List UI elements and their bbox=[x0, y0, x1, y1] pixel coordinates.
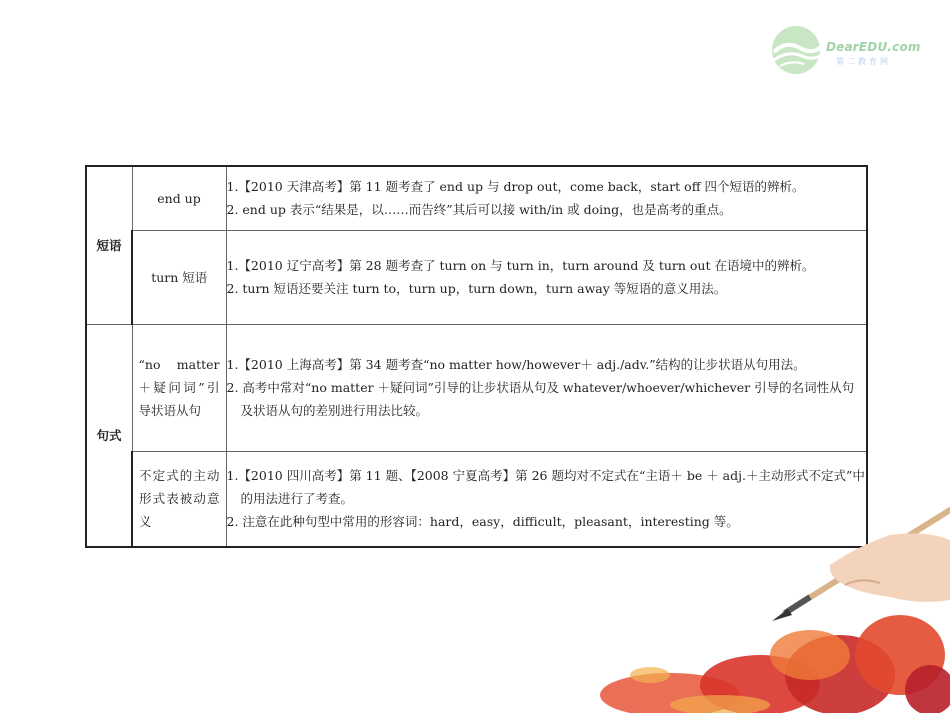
item-label: end up bbox=[132, 166, 226, 230]
desc-line: 1.【2010 上海高考】第 34 题考查“no matter how/however＋ adj./adv.”结构的让步状语从句用法。 bbox=[226, 357, 806, 372]
category-phrases: 短语 bbox=[86, 166, 132, 324]
desc-line: 2. 高考中常对“no matter ＋疑问词”引导的让步状语从句及 whatever/whoever/whichever 引导的名词性从句及状语从句的差别进行用法比较。 bbox=[226, 380, 855, 418]
item-description bbox=[226, 324, 867, 451]
item-label: “no matter ＋疑问词”引导状语从句 bbox=[132, 324, 226, 451]
site-logo bbox=[766, 22, 936, 82]
table-row bbox=[86, 324, 867, 451]
desc-line: 1.【2010 四川高考】第 11 题、【2008 宁夏高考】第 26 题均对不定式在“主语＋ be ＋ adj.＋主动形式不定式”中的用法进行了考查。 bbox=[226, 468, 865, 507]
desc-line: 1.【2010 天津高考】第 11 题考查了 end up 与 drop out，come back，start off 四个短语的辨析。 bbox=[226, 179, 805, 195]
category-sentence-patterns: 句式 bbox=[86, 324, 132, 547]
desc-line: 2. 注意在此种句型中常用的形容词：hard，easy，difficult，pleasant，interesting 等。 bbox=[226, 514, 739, 530]
desc-line: 2. end up 表示“结果是，以……而告终”其后可以接 with/in 或 doing，也是高考的重点。 bbox=[226, 202, 732, 218]
desc-line: 2. turn 短语还要关注 turn to，turn up，turn down，turn away 等短语的意义用法。 bbox=[226, 281, 727, 296]
table-row bbox=[86, 166, 867, 230]
item-label: 不定式的主动形式表被动意义 bbox=[132, 451, 226, 547]
table-row bbox=[86, 230, 867, 324]
item-description bbox=[226, 166, 867, 230]
item-description bbox=[226, 230, 867, 324]
item-label: turn 短语 bbox=[132, 230, 226, 324]
logo-brand: DearEDU.com bbox=[826, 40, 921, 54]
paint-brush-decoration-icon bbox=[560, 505, 950, 713]
exam-points-table bbox=[85, 165, 868, 548]
logo-subtitle: 第二教育网 bbox=[836, 57, 891, 66]
desc-line: 1.【2010 辽宁高考】第 28 题考查了 turn on 与 turn in，turn around 及 turn out 在语境中的辨析。 bbox=[226, 258, 815, 273]
logo-globe-icon bbox=[766, 22, 830, 82]
